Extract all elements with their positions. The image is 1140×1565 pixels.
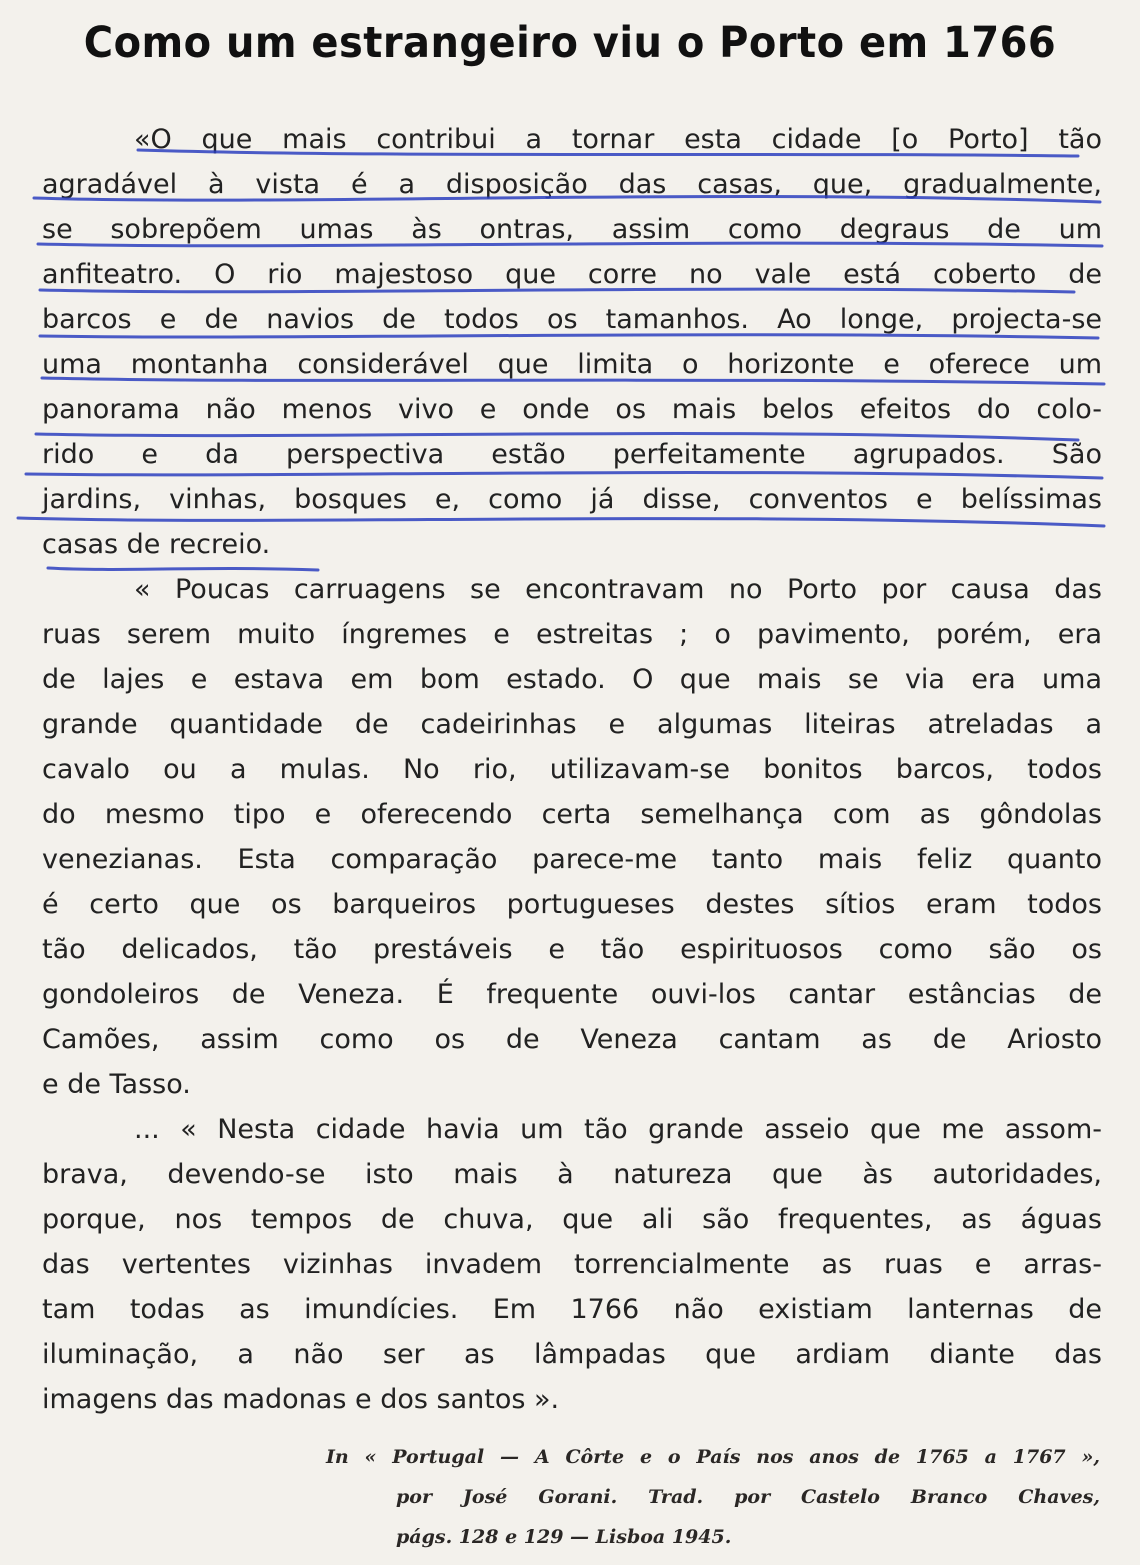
text-line: anfiteatro. O rio majestoso que corre no vale está coberto de [42,259,1102,290]
text-line: se sobrepõem umas às ontras, assim como degraus de um [42,214,1102,245]
text-line: tão delicados, tão prestáveis e tão espirituosos como são os [42,934,1102,965]
text-line: grande quantidade de cadeirinhas e algumas liteiras atreladas a [42,709,1102,740]
citation-line: In « Portugal — A Côrte e o País nos anos de 1765 a 1767 », [326,1446,1100,1468]
text-line: rido e da perspectiva estão perfeitamente agrupados. São [42,439,1102,470]
text-line: venezianas. Esta comparação parece-me tanto mais feliz quanto [42,844,1102,875]
text-line: porque, nos tempos de chuva, que ali são frequentes, as águas [42,1204,1102,1235]
text-line: panorama não menos vivo e onde os mais belos efeitos do colo- [42,394,1102,425]
text-line: iluminação, a não ser as lâmpadas que ardiam diante das [42,1339,1102,1370]
text-line: «O que mais contribui a tornar esta cidade [o Porto] tão [134,124,1102,155]
text-line: « Poucas carruagens se encontravam no Porto por causa das [134,574,1102,605]
text-line: jardins, vinhas, bosques e, como já disse, conventos e belíssimas [42,484,1102,515]
text-line: casas de recreio. [42,529,271,560]
paragraph-2 [42,567,1102,1107]
paragraph-3 [42,1107,1102,1422]
text-line: cavalo ou a mulas. No rio, utilizavam-se bonitos barcos, todos [42,754,1102,785]
text-line: Camões, assim como os de Veneza cantam as de Ariosto [42,1024,1102,1055]
text-line: ... « Nesta cidade havia um tão grande asseio que me assom- [134,1114,1102,1145]
text-line: das vertentes vizinhas invadem torrencialmente as ruas e arras- [42,1249,1102,1280]
citation-line: por José Gorani. Trad. por Castelo Branco Chaves, [396,1486,1100,1508]
source-citation [300,1437,1100,1557]
text-line: uma montanha considerável que limita o horizonte e oferece um [42,349,1102,380]
text-line: agradável à vista é a disposição das casas, que, gradualmente, [42,169,1102,200]
page-title: Como um estrangeiro viu o Porto em 1766 [83,18,1057,68]
text-line: tam todas as imundícies. Em 1766 não existiam lanternas de [42,1294,1102,1325]
text-line: de lajes e estava em bom estado. O que mais se via era uma [42,664,1102,695]
text-line: do mesmo tipo e oferecendo certa semelhança com as gôndolas [42,799,1102,830]
text-line: gondoleiros de Veneza. É frequente ouvi-los cantar estâncias de [42,979,1102,1010]
paragraph-1 [42,117,1102,567]
text-line: é certo que os barqueiros portugueses destes sítios eram todos [42,889,1102,920]
text-line: barcos e de navios de todos os tamanhos. Ao longe, projecta-se [42,304,1102,335]
text-line: brava, devendo-se isto mais à natureza que às autoridades, [42,1159,1102,1190]
text-line: ruas serem muito íngremes e estreitas ; o pavimento, porém, era [42,619,1102,650]
citation-line: págs. 128 e 129 — Lisboa 1945. [396,1526,732,1548]
text-line: imagens das madonas e dos santos ». [42,1384,560,1415]
text-line: e de Tasso. [42,1069,191,1100]
